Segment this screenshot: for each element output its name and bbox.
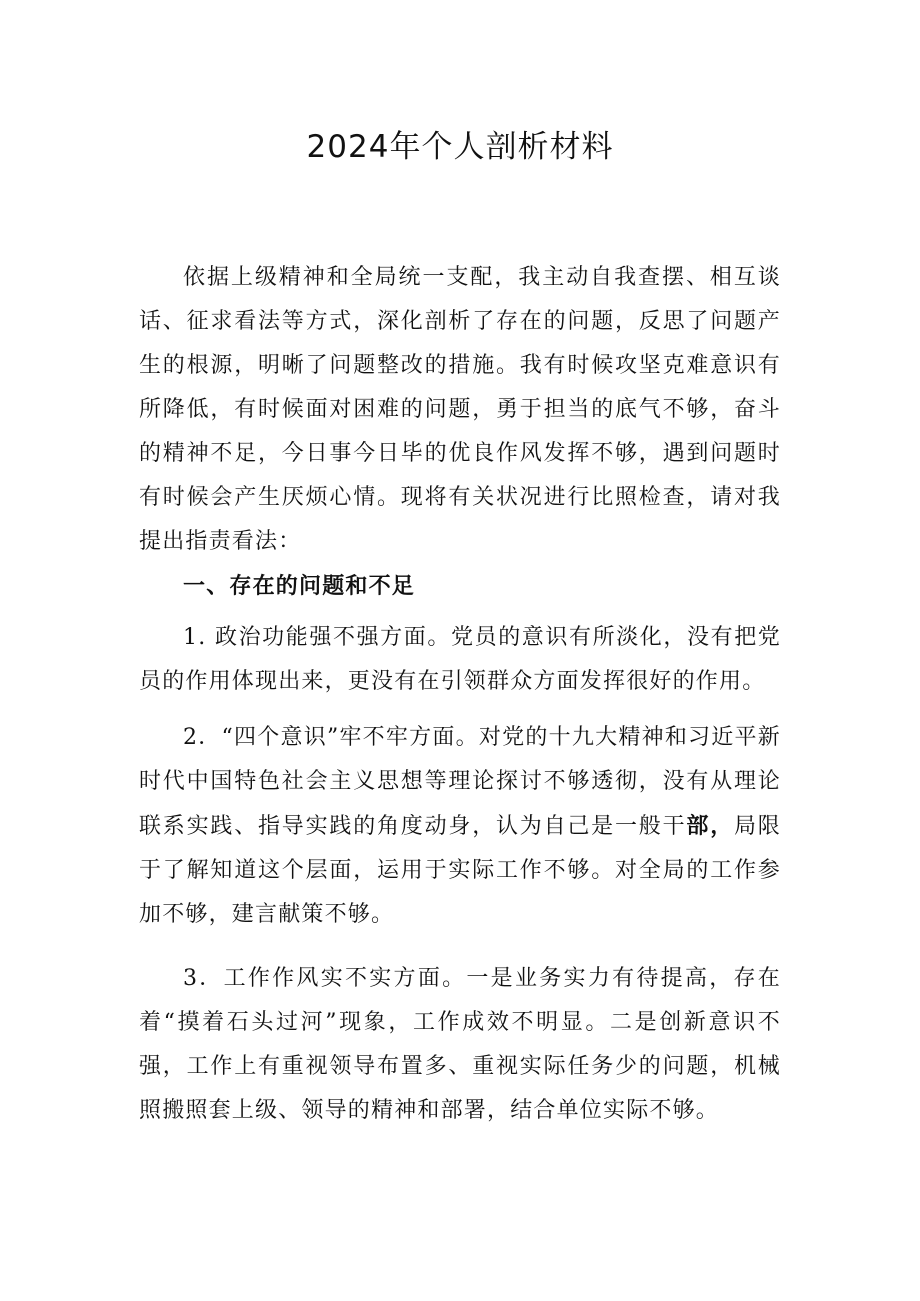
section-heading-problems: 一、存在的问题和不足 <box>183 573 416 599</box>
item-1-paragraph: 1. 政治功能强不强方面。党员的意识有所淡化，没有把党员的作用体现出来，更没有在引领群众方面发挥很好的作用。 <box>139 625 781 694</box>
document-title: 2024年个人剖析材料 <box>306 129 614 165</box>
item-2-paragraph <box>139 716 781 937</box>
intro-paragraph: 依据上级精神和全局统一支配，我主动自我查摆、相互谈话、征求看法等方式，深化剖析了存在的问题，反思了问题产生的根源，明晰了问题整改的措施。我有时候攻坚克难意识有所降低，有时候面对困难的问题，勇于担当的底气不够，奋斗的精神不足，今日事今日毕的优良作风发挥不够，遇到问题时有时候会产生厌烦心情。现将有关状况进行比照检查，请对我提出指责看法： <box>139 265 781 554</box>
item-2-text-part2: 局限于了解知道这个层面，运用于实际工作不够。对全局的工作参加不够，建言献策不够。 <box>139 814 781 927</box>
document-body <box>139 256 781 1133</box>
item-3-paragraph: 3．工作作风实不实方面。一是业务实力有待提高，存在着“摸着石头过河”现象，工作成效不明显。二是创新意识不强，工作上有重视领导布置多、重视实际任务少的问题，机械照搬照套上级、领导的精神和部署，结合单位实际不够。 <box>139 966 781 1123</box>
item-2-text-part1: 2．“四个意识”牢不牢方面。对党的十九大精神和习近平新时代中国特色社会主义思想等理论探讨不够透彻，没有从理论联系实践、指导实践的角度动身，认为自己是一般干 <box>139 725 781 839</box>
item-2-bold-text: 部， <box>686 813 734 839</box>
